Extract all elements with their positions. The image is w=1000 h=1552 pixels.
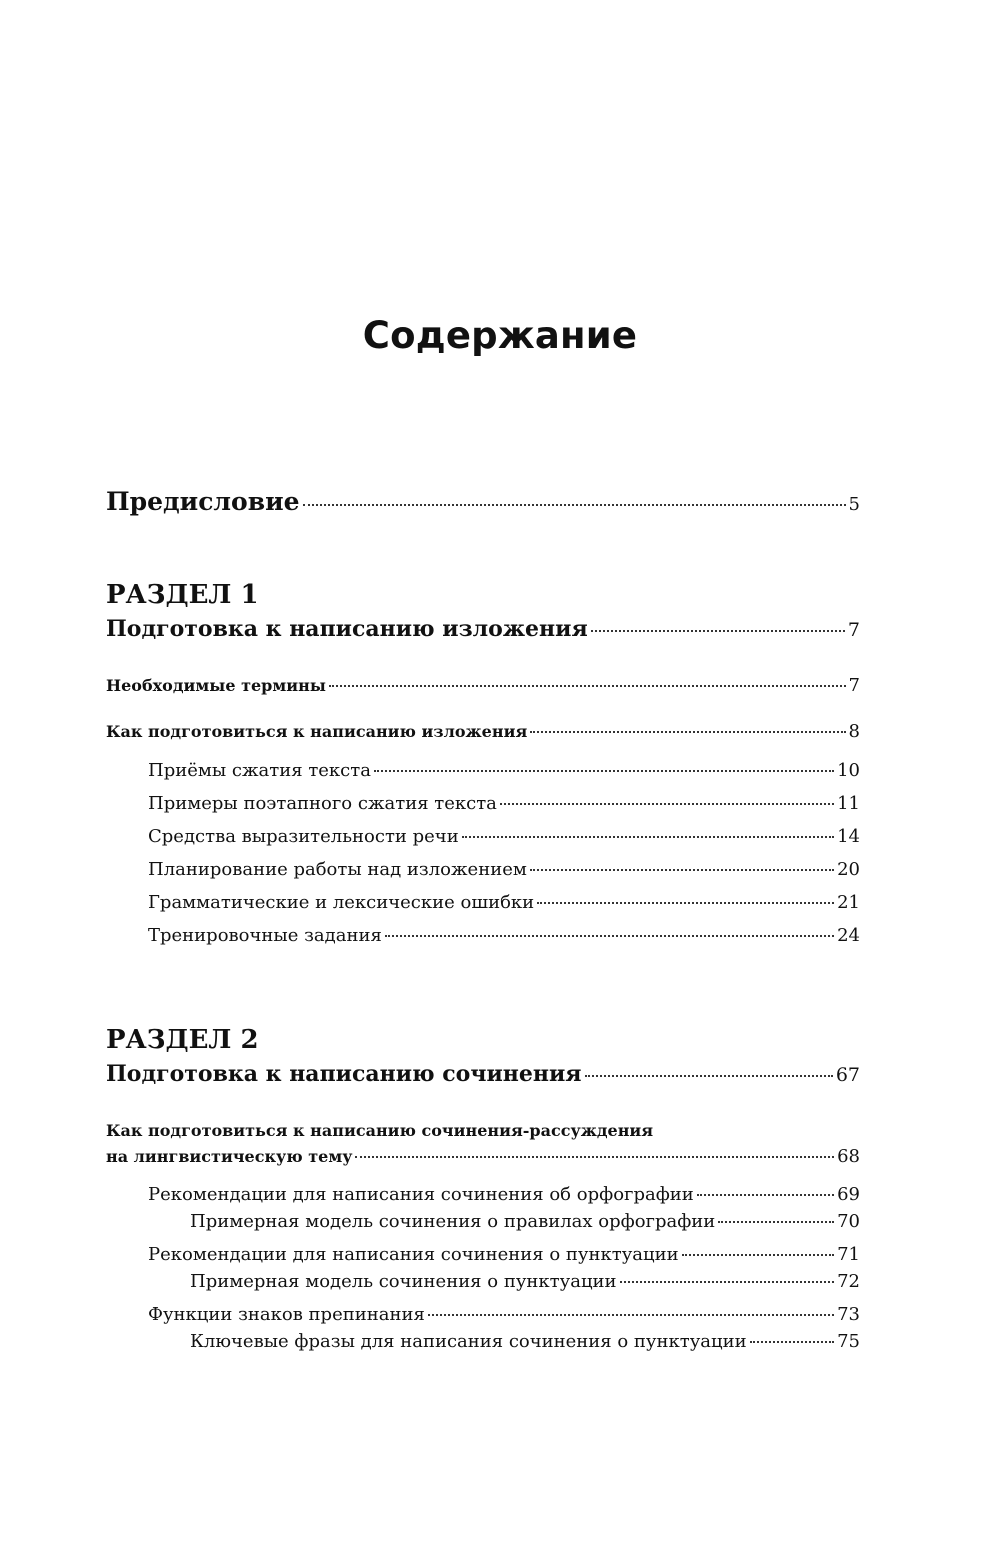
dot-leader <box>530 731 845 733</box>
toc-entry[interactable] <box>148 1305 860 1326</box>
dot-leader <box>682 1254 835 1256</box>
toc-label: на лингвистическую тему <box>106 1147 353 1166</box>
toc-label: Примерная модель сочинения о правилах орфографии <box>190 1211 716 1232</box>
toc-entry[interactable] <box>190 1212 860 1233</box>
toc-page: 67 <box>835 1064 860 1086</box>
toc-page: 8 <box>848 721 860 742</box>
toc-page: 69 <box>837 1184 860 1205</box>
toc-label: Подготовка к написанию изложения <box>106 616 588 642</box>
toc-label: Как подготовиться к написанию изложения <box>106 722 528 741</box>
toc-entry[interactable] <box>190 1332 860 1353</box>
toc-entry[interactable] <box>148 1245 860 1266</box>
toc-entry[interactable] <box>106 676 860 697</box>
dot-leader <box>385 935 834 937</box>
toc-page: 75 <box>837 1331 860 1352</box>
dot-leader <box>500 803 834 805</box>
toc-label: Рекомендации для написания сочинения о пунктуации <box>148 1244 679 1265</box>
dot-leader <box>537 902 834 904</box>
toc-entry[interactable] <box>148 1185 860 1206</box>
toc-label: Функции знаков препинания <box>148 1304 425 1325</box>
toc-page: 5 <box>848 494 860 515</box>
toc-label: Приёмы сжатия текста <box>148 760 371 781</box>
toc-section-2-heading[interactable] <box>106 1062 860 1087</box>
toc-page: 14 <box>837 826 860 847</box>
toc-section-1-heading[interactable] <box>106 617 860 642</box>
dot-leader <box>355 1156 834 1158</box>
dot-leader <box>750 1341 834 1343</box>
toc-page: 72 <box>837 1271 860 1292</box>
dot-leader <box>697 1194 834 1196</box>
toc-entry[interactable] <box>106 722 860 743</box>
toc-page: 11 <box>837 793 860 814</box>
dot-leader <box>462 836 834 838</box>
toc-page: 73 <box>837 1304 860 1325</box>
toc-page: 70 <box>837 1211 860 1232</box>
toc-page: 7 <box>847 619 860 641</box>
toc-preface[interactable] <box>106 488 860 517</box>
section-1-label: РАЗДЕЛ 1 <box>106 580 259 610</box>
toc-label: Ключевые фразы для написания сочинения о пунктуации <box>190 1331 747 1352</box>
section-2-label: РАЗДЕЛ 2 <box>106 1025 259 1055</box>
toc-entry[interactable] <box>148 827 860 848</box>
toc-page: 10 <box>837 760 860 781</box>
toc-label: Рекомендации для написания сочинения об орфографии <box>148 1184 694 1205</box>
dot-leader <box>620 1281 835 1283</box>
toc-label: Планирование работы над изложением <box>148 859 527 880</box>
toc-entry[interactable] <box>148 926 860 947</box>
toc-entry[interactable] <box>148 794 860 815</box>
toc-page: 71 <box>837 1244 860 1265</box>
toc-page: 20 <box>837 859 860 880</box>
toc-label: Грамматические и лексические ошибки <box>148 892 535 913</box>
dot-leader <box>591 630 845 632</box>
dot-leader <box>303 504 846 506</box>
toc-entry[interactable] <box>148 761 860 782</box>
dot-leader <box>530 869 834 871</box>
dot-leader <box>374 770 834 772</box>
toc-label: Тренировочные задания <box>148 925 382 946</box>
toc-entry[interactable] <box>148 860 860 881</box>
toc-entry[interactable] <box>190 1272 860 1293</box>
dot-leader <box>329 685 846 687</box>
toc-label: Подготовка к написанию сочинения <box>106 1061 582 1087</box>
toc-page: 24 <box>837 925 860 946</box>
toc-label: Средства выразительности речи <box>148 826 459 847</box>
toc-entry[interactable] <box>148 893 860 914</box>
toc-entry[interactable] <box>106 1147 860 1168</box>
dot-leader <box>718 1221 834 1223</box>
toc-page: 7 <box>848 675 860 696</box>
toc-page: 21 <box>837 892 860 913</box>
dot-leader <box>585 1075 833 1077</box>
toc-label: Предисловие <box>106 487 300 516</box>
toc-page: 68 <box>837 1146 860 1167</box>
toc-entry-line1[interactable]: Как подготовиться к написанию сочинения-рассуждения <box>106 1121 654 1140</box>
toc-label: Примерная модель сочинения о пунктуации <box>190 1271 617 1292</box>
toc-label: Примеры поэтапного сжатия текста <box>148 793 497 814</box>
dot-leader <box>428 1314 834 1316</box>
toc-label: Необходимые термины <box>106 676 326 695</box>
page-title: Содержание <box>362 314 638 357</box>
